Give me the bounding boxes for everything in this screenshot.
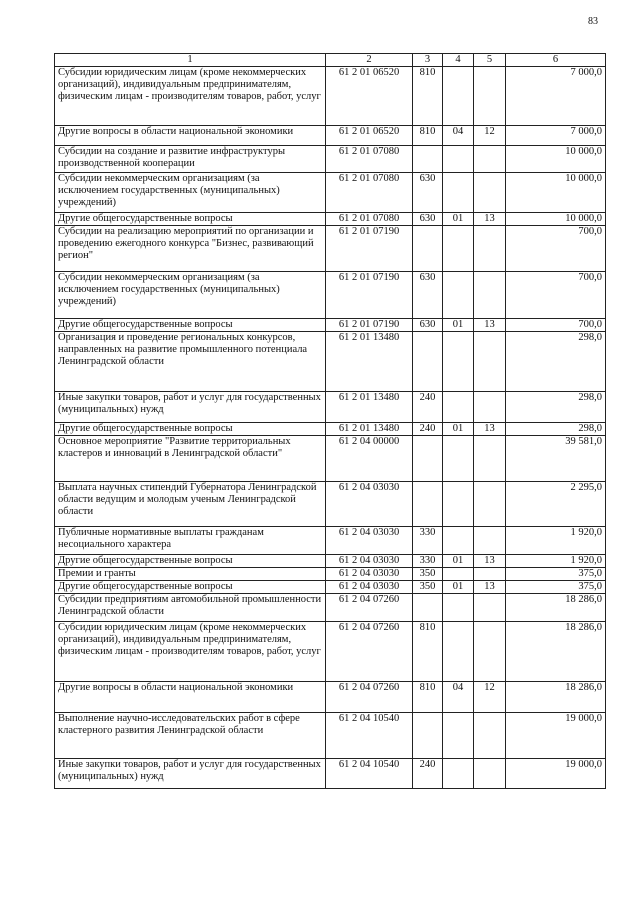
row-code-cell: 61 2 04 03030 xyxy=(326,568,413,581)
row-col4-cell xyxy=(443,436,474,482)
row-col3-cell: 630 xyxy=(413,173,443,213)
row-col4-cell xyxy=(443,173,474,213)
row-amount-cell: 375,0 xyxy=(506,568,606,581)
row-amount-cell: 7 000,0 xyxy=(506,67,606,126)
row-col4-cell xyxy=(443,272,474,319)
row-col5-cell: 13 xyxy=(474,423,506,436)
row-col3-cell: 240 xyxy=(413,423,443,436)
row-col3-cell: 330 xyxy=(413,555,443,568)
row-col5-cell: 13 xyxy=(474,319,506,332)
row-amount-cell: 700,0 xyxy=(506,272,606,319)
table-row xyxy=(55,682,606,713)
row-name-cell: Иные закупки товаров, работ и услуг для государственных (муниципальных) нужд xyxy=(55,759,326,789)
table-row xyxy=(55,392,606,423)
row-name-cell: Другие общегосударственные вопросы xyxy=(55,319,326,332)
row-col3-cell: 350 xyxy=(413,581,443,594)
row-col3-cell xyxy=(413,332,443,392)
row-col5-cell xyxy=(474,713,506,759)
row-col3-cell: 630 xyxy=(413,213,443,226)
row-col3-cell xyxy=(413,146,443,173)
row-col4-cell xyxy=(443,146,474,173)
row-amount-cell: 1 920,0 xyxy=(506,527,606,555)
row-col4-cell xyxy=(443,527,474,555)
row-name-cell: Субсидии юридическим лицам (кроме некоммерческих организаций), индивидуальным предпринимателям, физическим лицам - производителям товаров, работ, услуг xyxy=(55,67,326,126)
row-code-cell: 61 2 01 07190 xyxy=(326,226,413,272)
row-col5-cell xyxy=(474,146,506,173)
table-row xyxy=(55,527,606,555)
row-name-cell: Другие вопросы в области национальной экономики xyxy=(55,126,326,146)
row-col5-cell: 12 xyxy=(474,682,506,713)
row-code-cell: 61 2 04 03030 xyxy=(326,527,413,555)
row-code-cell: 61 2 01 07190 xyxy=(326,319,413,332)
row-col3-cell xyxy=(413,713,443,759)
row-col4-cell: 01 xyxy=(443,423,474,436)
header-cell: 3 xyxy=(413,54,443,67)
row-code-cell: 61 2 01 07080 xyxy=(326,146,413,173)
row-col4-cell: 01 xyxy=(443,319,474,332)
row-col5-cell xyxy=(474,67,506,126)
row-amount-cell: 18 286,0 xyxy=(506,594,606,622)
row-col4-cell xyxy=(443,67,474,126)
table-row xyxy=(55,482,606,527)
row-col3-cell xyxy=(413,226,443,272)
row-amount-cell: 298,0 xyxy=(506,392,606,423)
row-col3-cell: 240 xyxy=(413,392,443,423)
table-row xyxy=(55,622,606,682)
row-amount-cell: 18 286,0 xyxy=(506,682,606,713)
row-col5-cell xyxy=(474,332,506,392)
row-col3-cell: 630 xyxy=(413,272,443,319)
table-row xyxy=(55,67,606,126)
row-code-cell: 61 2 01 06520 xyxy=(326,67,413,126)
table-row xyxy=(55,332,606,392)
row-col5-cell xyxy=(474,594,506,622)
row-col3-cell xyxy=(413,594,443,622)
row-col5-cell xyxy=(474,436,506,482)
row-name-cell: Другие общегосударственные вопросы xyxy=(55,423,326,436)
row-amount-cell: 18 286,0 xyxy=(506,622,606,682)
table-row xyxy=(55,555,606,568)
header-cell: 4 xyxy=(443,54,474,67)
row-amount-cell: 10 000,0 xyxy=(506,213,606,226)
row-col5-cell xyxy=(474,272,506,319)
row-col5-cell: 13 xyxy=(474,213,506,226)
table-row xyxy=(55,319,606,332)
budget-table xyxy=(54,53,606,789)
table-row xyxy=(55,173,606,213)
row-amount-cell: 700,0 xyxy=(506,319,606,332)
row-amount-cell: 1 920,0 xyxy=(506,555,606,568)
row-col5-cell xyxy=(474,173,506,213)
row-code-cell: 61 2 04 07260 xyxy=(326,594,413,622)
header-row xyxy=(55,54,606,67)
row-col4-cell xyxy=(443,713,474,759)
row-amount-cell: 19 000,0 xyxy=(506,713,606,759)
row-name-cell: Премии и гранты xyxy=(55,568,326,581)
row-col3-cell: 350 xyxy=(413,568,443,581)
row-col5-cell xyxy=(474,527,506,555)
row-col3-cell: 810 xyxy=(413,682,443,713)
row-code-cell: 61 2 04 07260 xyxy=(326,682,413,713)
row-col4-cell: 04 xyxy=(443,682,474,713)
table-row xyxy=(55,581,606,594)
table-row xyxy=(55,436,606,482)
row-col5-cell xyxy=(474,482,506,527)
row-name-cell: Иные закупки товаров, работ и услуг для государственных (муниципальных) нужд xyxy=(55,392,326,423)
row-code-cell: 61 2 04 07260 xyxy=(326,622,413,682)
row-col4-cell xyxy=(443,568,474,581)
row-col5-cell xyxy=(474,226,506,272)
row-code-cell: 61 2 01 13480 xyxy=(326,392,413,423)
row-col4-cell xyxy=(443,332,474,392)
row-col3-cell xyxy=(413,436,443,482)
row-col5-cell xyxy=(474,568,506,581)
table-row xyxy=(55,594,606,622)
row-amount-cell: 7 000,0 xyxy=(506,126,606,146)
row-col4-cell xyxy=(443,226,474,272)
row-name-cell: Организация и проведение региональных конкурсов, направленных на развитие промышленного потенциала Ленинградской области xyxy=(55,332,326,392)
table-row xyxy=(55,226,606,272)
table-row xyxy=(55,759,606,789)
row-col5-cell: 13 xyxy=(474,555,506,568)
row-amount-cell: 375,0 xyxy=(506,581,606,594)
row-col4-cell: 04 xyxy=(443,126,474,146)
row-amount-cell: 10 000,0 xyxy=(506,173,606,213)
row-col5-cell: 12 xyxy=(474,126,506,146)
row-amount-cell: 700,0 xyxy=(506,226,606,272)
table-row xyxy=(55,213,606,226)
row-name-cell: Субсидии некоммерческим организациям (за исключением государственных (муниципальных) учреждений) xyxy=(55,272,326,319)
row-name-cell: Субсидии юридическим лицам (кроме некоммерческих организаций), индивидуальным предпринимателям, физическим лицам - производителям товаров, работ, услуг xyxy=(55,622,326,682)
table-row xyxy=(55,126,606,146)
row-col3-cell: 810 xyxy=(413,622,443,682)
row-code-cell: 61 2 01 06520 xyxy=(326,126,413,146)
row-col5-cell xyxy=(474,392,506,423)
row-col5-cell xyxy=(474,759,506,789)
row-amount-cell: 298,0 xyxy=(506,332,606,392)
row-name-cell: Субсидии некоммерческим организациям (за исключением государственных (муниципальных) учреждений) xyxy=(55,173,326,213)
row-code-cell: 61 2 04 10540 xyxy=(326,759,413,789)
row-col5-cell: 13 xyxy=(474,581,506,594)
row-col3-cell: 810 xyxy=(413,126,443,146)
row-name-cell: Публичные нормативные выплаты гражданам несоциального характера xyxy=(55,527,326,555)
row-col4-cell: 01 xyxy=(443,213,474,226)
row-col4-cell xyxy=(443,482,474,527)
table-row xyxy=(55,713,606,759)
page-number: 83 xyxy=(588,16,598,27)
header-cell: 6 xyxy=(506,54,606,67)
row-col3-cell: 330 xyxy=(413,527,443,555)
row-name-cell: Другие общегосударственные вопросы xyxy=(55,555,326,568)
row-code-cell: 61 2 04 03030 xyxy=(326,555,413,568)
row-col3-cell: 630 xyxy=(413,319,443,332)
row-code-cell: 61 2 01 13480 xyxy=(326,332,413,392)
row-name-cell: Другие общегосударственные вопросы xyxy=(55,213,326,226)
row-col4-cell: 01 xyxy=(443,581,474,594)
row-col3-cell xyxy=(413,482,443,527)
row-code-cell: 61 2 01 07080 xyxy=(326,173,413,213)
row-code-cell: 61 2 04 00000 xyxy=(326,436,413,482)
row-code-cell: 61 2 01 07080 xyxy=(326,213,413,226)
row-col3-cell: 240 xyxy=(413,759,443,789)
row-col5-cell xyxy=(474,622,506,682)
row-col4-cell xyxy=(443,759,474,789)
table-row xyxy=(55,568,606,581)
row-col4-cell xyxy=(443,594,474,622)
row-col4-cell xyxy=(443,392,474,423)
header-cell: 2 xyxy=(326,54,413,67)
row-name-cell: Выполнение научно-исследовательских работ в сфере кластерного развития Ленинградской области xyxy=(55,713,326,759)
row-amount-cell: 298,0 xyxy=(506,423,606,436)
row-col4-cell xyxy=(443,622,474,682)
row-col3-cell: 810 xyxy=(413,67,443,126)
table-row xyxy=(55,146,606,173)
row-code-cell: 61 2 04 03030 xyxy=(326,581,413,594)
row-amount-cell: 2 295,0 xyxy=(506,482,606,527)
header-cell: 1 xyxy=(55,54,326,67)
row-amount-cell: 39 581,0 xyxy=(506,436,606,482)
row-code-cell: 61 2 01 07190 xyxy=(326,272,413,319)
row-name-cell: Основное мероприятие "Развитие территориальных кластеров и инноваций в Ленинградской области" xyxy=(55,436,326,482)
row-code-cell: 61 2 04 03030 xyxy=(326,482,413,527)
row-name-cell: Выплата научных стипендий Губернатора Ленинградской области ведущим и молодым ученым Ленинградской области xyxy=(55,482,326,527)
row-name-cell: Другие вопросы в области национальной экономики xyxy=(55,682,326,713)
row-name-cell: Субсидии предприятиям автомобильной промышленности Ленинградской области xyxy=(55,594,326,622)
table-row xyxy=(55,423,606,436)
row-name-cell: Другие общегосударственные вопросы xyxy=(55,581,326,594)
table-row xyxy=(55,272,606,319)
row-name-cell: Субсидии на создание и развитие инфраструктуры производственной кооперации xyxy=(55,146,326,173)
row-code-cell: 61 2 01 13480 xyxy=(326,423,413,436)
row-col4-cell: 01 xyxy=(443,555,474,568)
row-amount-cell: 10 000,0 xyxy=(506,146,606,173)
row-amount-cell: 19 000,0 xyxy=(506,759,606,789)
row-name-cell: Субсидии на реализацию мероприятий по организации и проведению ежегодного конкурса "Бизнес, развивающий регион" xyxy=(55,226,326,272)
header-cell: 5 xyxy=(474,54,506,67)
row-code-cell: 61 2 04 10540 xyxy=(326,713,413,759)
